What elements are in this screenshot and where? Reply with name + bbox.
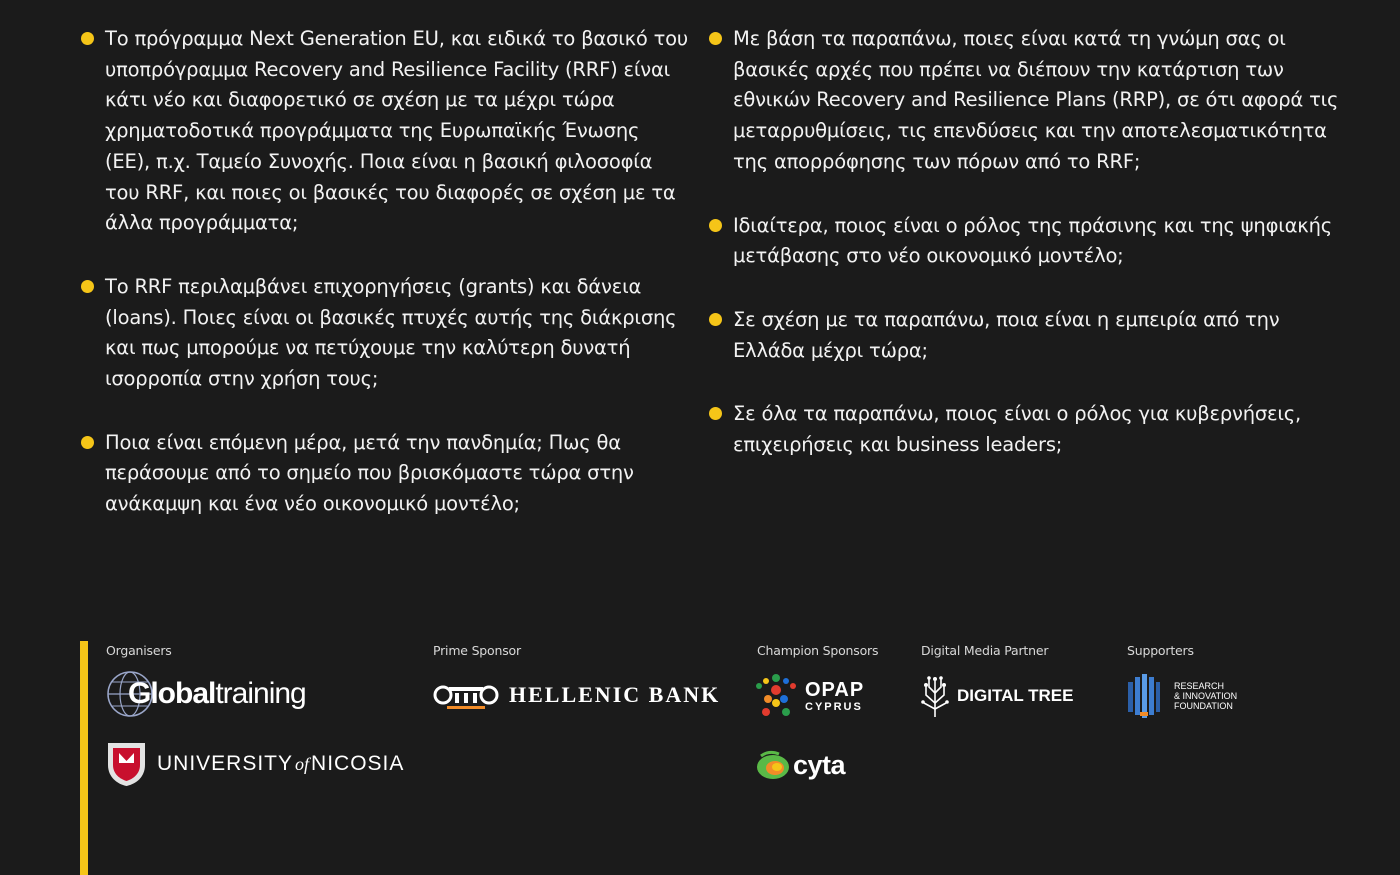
bullet-dot bbox=[709, 32, 722, 45]
prime-sponsor-label: Prime Sponsor bbox=[433, 643, 521, 658]
hellenic-bank-logo bbox=[433, 680, 720, 710]
questions-right-column bbox=[708, 24, 1348, 461]
question-item bbox=[80, 428, 690, 520]
research-innovation-foundation-logo bbox=[1126, 672, 1237, 720]
globaltraining-light-text: training bbox=[215, 677, 306, 710]
opap-text: OPAP bbox=[805, 678, 865, 701]
question-item bbox=[708, 211, 1348, 272]
question-item bbox=[80, 272, 690, 395]
cyprus-text: CYPRUS bbox=[805, 700, 863, 713]
bullet-dot bbox=[709, 313, 722, 326]
bullet-dot bbox=[81, 32, 94, 45]
organisers-label: Organisers bbox=[106, 643, 172, 658]
question-item bbox=[708, 399, 1348, 460]
bullet-dot bbox=[709, 407, 722, 420]
unic-text-b: NICOSIA bbox=[311, 752, 405, 775]
questions-left-column bbox=[80, 24, 690, 520]
globaltraining-logo bbox=[104, 668, 306, 720]
question-text: Το πρόγραμμα Next Generation EU, και ειδικά το βασικό του υποπρόγραμμα Recovery and Resilience Facility (RRF) είναι κάτι νέο και διαφορετικό σε σχέση με τα μέχρι τώρα χρηματοδοτικά προγράμματα της Ευρωπαϊκής Ένωσης (ΕΕ), π.χ. Ταμείο Συνοχής. Ποια είναι η βασική φιλοσοφία του RRF, και ποιες οι βασικές του διαφορές σε σχέση με τα άλλα προγράμματα; bbox=[105, 27, 688, 235]
rif-bars-icon bbox=[1126, 672, 1162, 720]
question-text: Ποια είναι επόμενη μέρα, μετά την πανδημία; Πως θα περάσουμε από το σημείο που βρισκόμαστε τώρα στην ανάκαμψη και ένα νέο οικονομικό μοντέλο; bbox=[105, 430, 634, 516]
unic-shield-icon bbox=[106, 741, 147, 787]
cyta-swirl-icon bbox=[755, 748, 791, 782]
bullet-dot bbox=[709, 219, 722, 232]
rif-text-line2: & INNOVATION bbox=[1174, 691, 1238, 701]
rif-text-line3: FOUNDATION bbox=[1174, 701, 1233, 711]
digital-tree-text: DIGITAL TREE bbox=[957, 686, 1074, 705]
question-text: Με βάση τα παραπάνω, ποιες είναι κατά τη γνώμη σας οι βασικές αρχές που πρέπει να διέπουν την κατάρτιση των εθνικών Recovery and Resilience Plans (RRP), σε ότι αφορά τις μεταρρυθμίσεις, τις επενδύσεις και την αποτελεσματικότητα της απορρόφησης των πόρων από το RRF; bbox=[733, 27, 1339, 173]
university-of-nicosia-logo bbox=[106, 741, 404, 787]
globaltraining-bold-text: Global bbox=[128, 677, 216, 710]
unic-text-of: of bbox=[295, 754, 310, 774]
circuit-tree-icon bbox=[921, 675, 949, 717]
bullet-dot bbox=[81, 280, 94, 293]
cyta-logo bbox=[755, 748, 845, 782]
digital-tree-logo bbox=[921, 675, 1074, 717]
question-item bbox=[80, 24, 690, 239]
champion-sponsors-label: Champion Sponsors bbox=[757, 643, 879, 658]
question-item bbox=[708, 24, 1348, 178]
supporters-label: Supporters bbox=[1127, 643, 1194, 658]
question-text: Σε όλα τα παραπάνω, ποιος είναι ο ρόλος για κυβερνήσεις, επιχειρήσεις και business leaders; bbox=[733, 402, 1302, 457]
bullet-dot bbox=[81, 436, 94, 449]
cyta-text: cyta bbox=[793, 749, 846, 780]
accent-bar bbox=[80, 641, 88, 875]
question-item bbox=[708, 305, 1348, 366]
opap-cyprus-logo bbox=[755, 672, 864, 720]
column-capital-icon bbox=[433, 680, 499, 710]
question-text: Το RRF περιλαμβάνει επιχορηγήσεις (grants) και δάνεια (loans). Ποιες είναι οι βασικές πτυχές αυτής της διάκρισης και πως μπορούμε να πετύχουμε την καλύτερη δυνατή ισορροπία στην χρήση τους; bbox=[105, 274, 677, 391]
question-text: Ιδιαίτερα, ποιος είναι ο ρόλος της πράσινης και της ψηφιακής μετάβασης στο νέο οικονομικό μοντέλο; bbox=[733, 213, 1333, 268]
digital-media-partner-label: Digital Media Partner bbox=[921, 643, 1049, 658]
rif-text-line1: RESEARCH bbox=[1174, 681, 1225, 691]
question-text: Σε σχέση με τα παραπάνω, ποια είναι η εμπειρία από την Ελλάδα μέχρι τώρα; bbox=[733, 307, 1280, 362]
hellenic-bank-text: HELLENIC BANK bbox=[509, 682, 721, 707]
unic-text-a: UNIVERSITY bbox=[157, 752, 294, 775]
opap-figure-icon bbox=[755, 672, 797, 720]
